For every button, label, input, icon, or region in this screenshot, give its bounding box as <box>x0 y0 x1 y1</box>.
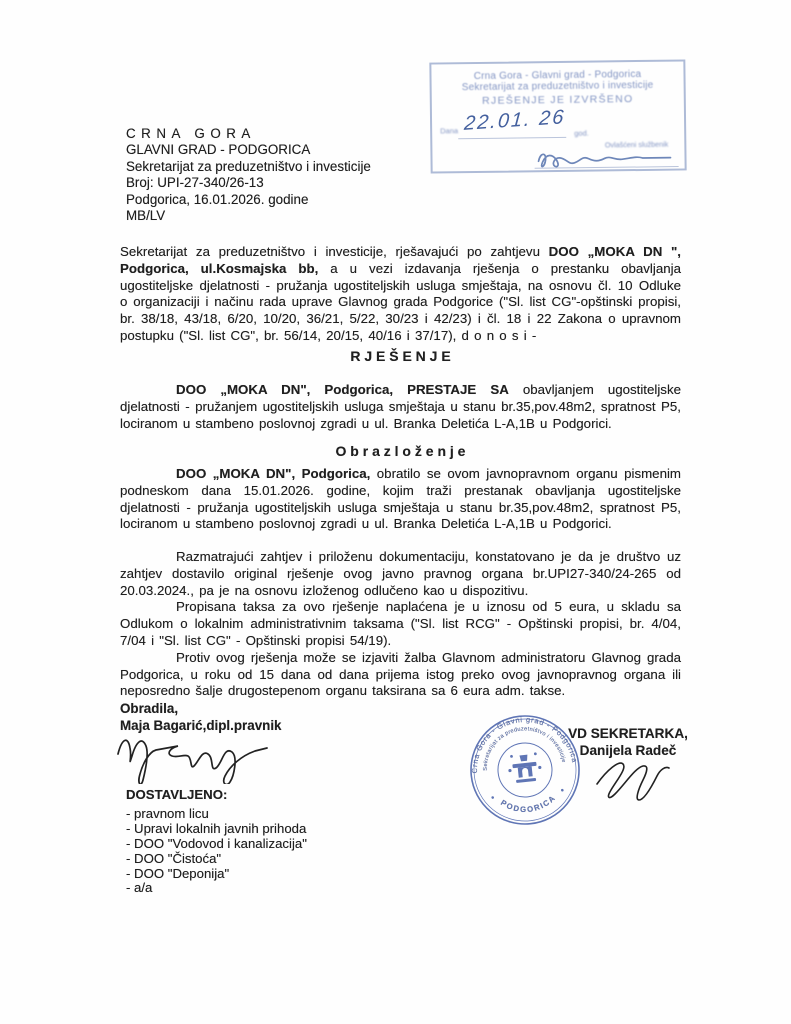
distribution-title: DOSTAVLJENO: <box>126 787 228 802</box>
decision-heading: R J E Š E N J E <box>350 348 451 364</box>
handwritten-date: 22.01. 26 <box>463 106 567 135</box>
applicant-name-bold: DOO „MOKA DN ", Podgorica, ul.Kosmajska bb, <box>120 244 681 276</box>
round-stamp-outer-text: Crna Gora - Glavni grad - Podgorica <box>469 714 580 774</box>
explanation-paragraph-2: Razmatrajući zahtjev i priloženu dokumentaciju, konstatovano je da je društvo uz zahtjev dostavilo original rješenje ovog javno pravnog organa br.UPI27-340/24-265 od 20.03.2024., pa je na osnovu izloženog odlučeno kao u dispozitivu. <box>120 549 681 598</box>
intro-paragraph <box>120 244 681 345</box>
dispositive-rest: obavljanjem ugostiteljske djelatnosti - pružanjem ugostiteljskih usluga smještaja u stanu br.35,pov.48m2, spratnost P5, lociranom u stambeno poslovnoj zgradi u ul. Branka Deletića L-A,1B u Podgorici. <box>120 382 681 431</box>
explanation-applicant-bold: DOO „MOKA DN", Podgorica, <box>176 466 371 481</box>
letterhead-country: CRNA GORA <box>126 126 256 141</box>
explanation-paragraph-1 <box>120 466 681 533</box>
distribution-item: - a/a <box>126 880 153 896</box>
distribution-item: - DOO "Deponija" <box>126 865 230 881</box>
dispositive-paragraph <box>120 382 681 432</box>
prepared-by-label: Obradila, <box>120 701 179 716</box>
explanation-p1-rest: obratilo se ovom javnopravnom organu pismenim podneskom dana 15.01.2026. godine, kojim traži prestanak obavljanja ugostiteljske djelatnosti - pružanja ugostiteljskih usluga smještaja u stanu br.35,pov.48m2, spratnost P5, lociranom u stambeno poslovnoj zgradi u ul. Branka Deletića L-A,1B u Podgorici. <box>120 466 681 532</box>
distribution-item: - DOO "Čistoća" <box>126 850 222 866</box>
execution-stamp-year-suffix: god. <box>574 128 589 138</box>
prepared-by-signature-icon <box>110 726 290 784</box>
execution-stamp-officer-label: Ovlašćeni službenik <box>604 139 669 150</box>
execution-stamp <box>429 59 686 173</box>
signer-name: Danijela Radeč <box>579 743 677 758</box>
distribution-item: - pravnom licu <box>126 805 209 821</box>
distribution-item: - DOO "Vodovod i kanalizacija" <box>126 835 307 851</box>
explanation-paragraph-4: Protiv ovog rješenja može se izjaviti žalba Glavnom administratoru Glavnog grada Podgorica, u roku od 15 dana od dana prijema istog preko ovog javnopravnog organa ili neposredno šalje drugostepenom organu taksirana sa 6 eura adm. takse. <box>120 649 681 699</box>
prepared-by-name: Maja Bagarić,dipl.pravnik <box>120 717 282 733</box>
execution-stamp-line3: RJEŠENJE JE IZVRŠENO <box>481 93 634 107</box>
distribution-item: - Upravi lokalnih javnih prihoda <box>126 820 307 836</box>
execution-stamp-line2: Sekretarijat za preduzetništvo i investicije <box>461 79 654 94</box>
round-stamp-bottom-text: PODGORICA <box>499 793 558 815</box>
dispositive-bold: DOO „MOKA DN", Podgorica, PRESTAJE SA <box>176 382 509 397</box>
officer-signature-icon <box>532 146 680 172</box>
signer-title: VD SEKRETARKA, <box>568 726 688 741</box>
explanation-body <box>120 549 681 700</box>
letterhead-case-number: Broj: UPI-27-340/26-13 <box>126 175 264 191</box>
execution-stamp-date-label: Dana <box>440 126 459 136</box>
execution-stamp-line1: Crna Gora - Glavni grad - Podgorica <box>473 68 642 83</box>
intro-lead: Sekretarijat za preduzetništvo i investicije, rješavajući po zahtjevu <box>120 244 549 259</box>
distribution-block <box>126 788 307 896</box>
round-stamp-inner-text: Sekretarijat za preduzetništvo i investicije <box>482 726 567 771</box>
date-underline <box>458 137 566 139</box>
letterhead <box>126 126 371 224</box>
letterhead-city: GLAVNI GRAD - PODGORICA <box>126 142 311 158</box>
svg-text:PODGORICA <box>498 792 559 816</box>
letterhead-initials: MB/LV <box>126 208 166 224</box>
explanation-heading: O b r a z l o ž e n j e <box>335 443 466 459</box>
letterhead-place-date: Podgorica, 16.01.2026. godine <box>126 191 309 207</box>
intro-rest: a u vezi izdavanja rješenja o prestanku obavljanja ugostiteljske djelatnosti - pružanja ugostiteljskih usluga smještaja, na osnovu čl. 10 Odluke o organizaciji i načinu rada uprave Glavnog grada Podgorice ("Sl. list CG"-opštinski propisi, br. 38/18, 43/18, 6/20, 10/20, 36/21, 5/22, 30/23 i 42/23) i čl. 18 i 22 Zakona o upravnom postupku ("Sl. list CG", br. 56/14, 20/15, 40/16 i 37/17), d o n o s i - <box>120 260 681 343</box>
signer-signature-icon <box>583 746 693 806</box>
explanation-paragraph-3: Propisana taksa za ovo rješenje naplaćena je u iznosu od 5 eura, u skladu sa Odlukom o lokalnim administrativnim taksama ("Sl. list RCG" - Opštinski propisi, br. 4/04, 7/04 i "Sl. list CG" - Opštinski propisi 54/19). <box>120 599 681 648</box>
letterhead-department: Sekretarijat za preduzetništvo i investicije <box>126 158 371 174</box>
